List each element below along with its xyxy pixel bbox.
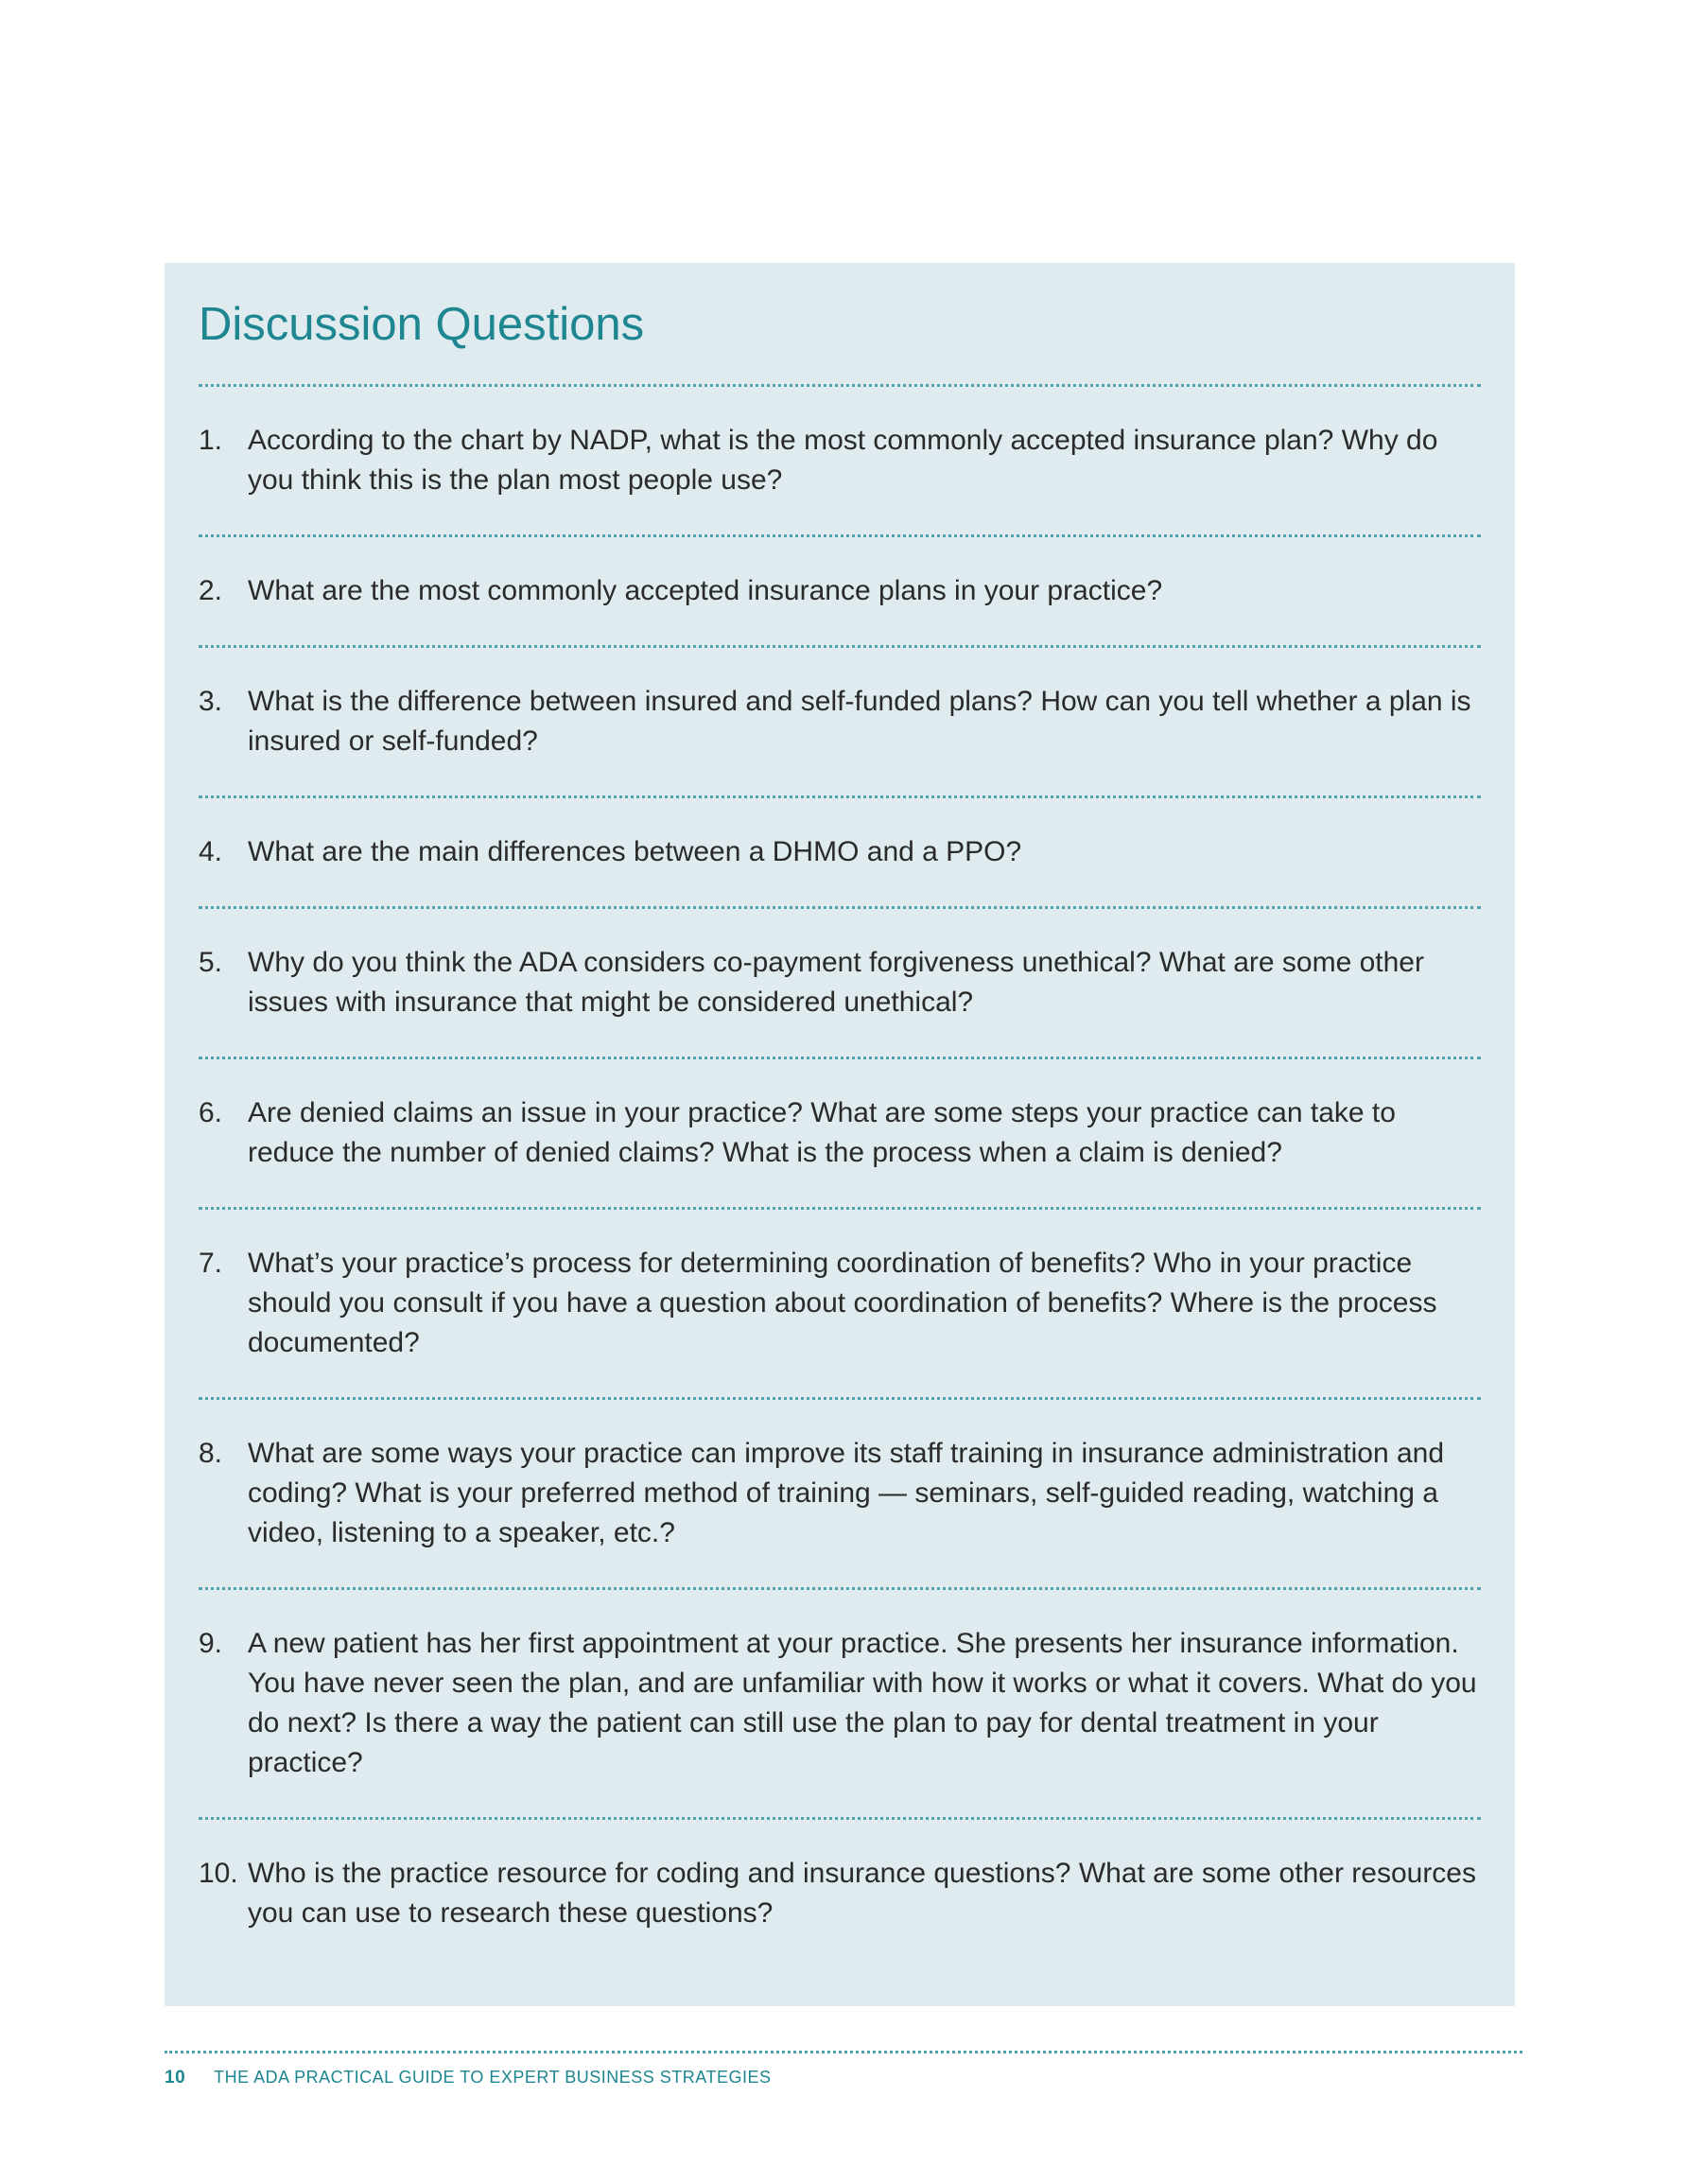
question-text: Who is the practice resource for coding and insurance questions? What are some other resources you can use to research these questions? — [248, 1858, 1476, 1929]
question-item — [199, 1820, 1481, 1967]
question-number: 1. — [199, 425, 223, 456]
question-text: What are some ways your practice can improve its staff training in insurance administration and coding? What is your preferred method of training — seminars, self-guided reading, watching a video, listening to a speaker, etc.? — [248, 1438, 1445, 1548]
question-number: 7. — [199, 1248, 223, 1279]
page-footer — [165, 2068, 771, 2088]
question-list — [199, 387, 1481, 1967]
question-text: What are the most commonly accepted insurance plans in your practice? — [248, 575, 1163, 606]
question-text: What’s your practice’s process for determining coordination of benefits? Who in your practice should you consult if you have a question about coordination of benefits? Where is the process documented? — [248, 1248, 1437, 1358]
question-text: Why do you think the ADA considers co-payment forgiveness unethical? What are some other issues with insurance that might be considered unethical? — [248, 947, 1424, 1018]
question-item — [199, 1059, 1481, 1210]
question-number: 5. — [199, 947, 223, 978]
question-number: 9. — [199, 1628, 223, 1659]
question-text: What are the main differences between a DHMO and a PPO? — [248, 836, 1022, 867]
question-number: 10. — [199, 1858, 238, 1889]
footer-divider — [165, 2051, 1522, 2053]
panel-title: Discussion Questions — [199, 299, 645, 350]
question-number: 6. — [199, 1097, 223, 1128]
question-number: 3. — [199, 686, 223, 717]
question-text: According to the chart by NADP, what is the most commonly accepted insurance plan? Why do you think this is the plan most people use? — [248, 425, 1438, 496]
question-item — [199, 1400, 1481, 1590]
question-item — [199, 1590, 1481, 1820]
question-number: 2. — [199, 575, 223, 606]
question-number: 4. — [199, 836, 223, 867]
question-item — [199, 537, 1481, 648]
question-item — [199, 909, 1481, 1059]
question-item — [199, 1210, 1481, 1400]
question-item — [199, 648, 1481, 798]
question-text: What is the difference between insured and self-funded plans? How can you tell whether a plan is insured or self-funded? — [248, 686, 1471, 757]
question-number: 8. — [199, 1438, 223, 1469]
discussion-questions-panel — [165, 263, 1515, 2006]
question-text: Are denied claims an issue in your practice? What are some steps your practice can take to reduce the number of denied claims? What is the process when a claim is denied? — [248, 1097, 1396, 1168]
running-title: THE ADA PRACTICAL GUIDE TO EXPERT BUSINESS STRATEGIES — [214, 2068, 772, 2087]
question-item — [199, 387, 1481, 537]
question-item — [199, 798, 1481, 909]
page-number: 10 — [165, 2068, 186, 2088]
question-text: A new patient has her first appointment at your practice. She presents her insurance information. You have never seen the plan, and are unfamiliar with how it works or what it covers. What do you do next? Is there a way the patient can still use the plan to pay for dental treatment in your practice? — [248, 1628, 1477, 1778]
